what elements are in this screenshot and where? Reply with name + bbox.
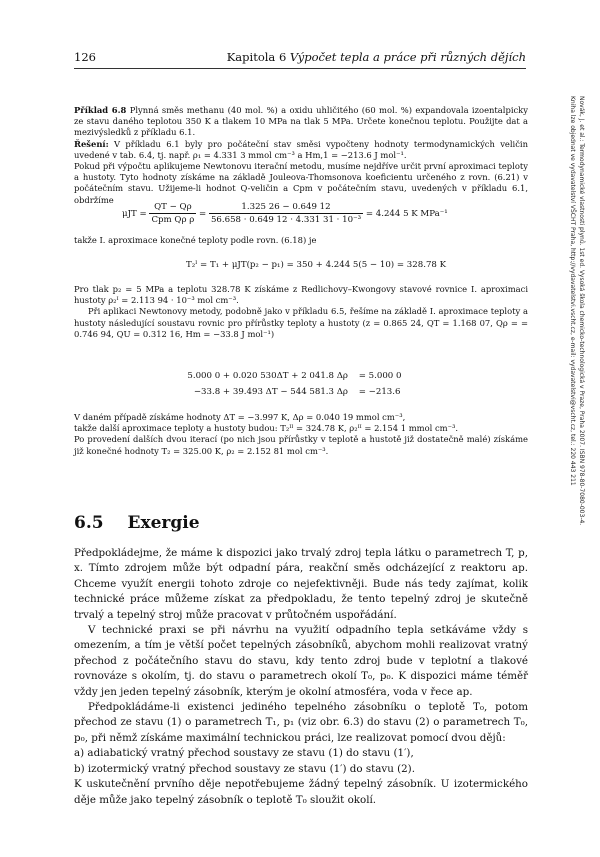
solution-text: takže I. aproximace konečné teploty podle rovn. (6.18) je xyxy=(74,235,317,245)
solution-text: V daném případě získáme hodnoty ΔT = −3.997 K, Δρ = 0.040 19 mmol cm⁻³, xyxy=(74,412,406,422)
example-label: Příklad 6.8 xyxy=(74,105,127,115)
eq-rhs: = 4.244 5 K MPa⁻¹ xyxy=(365,209,448,219)
solution-label: Řešení: xyxy=(74,138,109,149)
solution-text: V příkladu 6.1 byly pro počáteční stav směsi vypočteny hodnoty termodynamických veličin uvedené v tab. 6.4, tj. např. ρ₁ = 4.331 3 mmol cm⁻³ a Hm,1 = −213.6 J mol⁻¹. xyxy=(74,138,529,160)
paragraph: K uskutečnění prvního děje nepotřebujeme žádný tepelný zásobník. U izotermického děje může jako tepelný zásobník o teplotě T₀ sloužit okolí. xyxy=(74,778,528,806)
solution-text: Při aplikaci Newtonovy metody, podobně jako v příkladu 6.5, řešíme na základě I. aproximace teploty a hustoty následující soustavu rovnic pro přírůstky teploty a hustoty (z = 0.865 24, QT = 1.168 07, Qρ = = 0.746 94, QU = 0.312 16, Hm = −33.8 J mol⁻¹) xyxy=(74,306,528,339)
solution-text: Pokud při výpočtu aplikujeme Newtonovu iterační metodu, musíme nejdříve určit první aproximaci teploty a hustoty. Tyto hodnoty získáme na základě Jouleova-Thomsonova koeficientu určeného z rovn. (6.21) v počátečním stavu. Užijeme-li hodnot Q-veličin a Cpm v počátečním stavu, uvedených v příkladu 6.1, obdržíme xyxy=(74,161,528,205)
side-note-line: Kniha lze objednat ve vydavatelství VŠCHT Praha, http://vydavatelstvi.vscht.cz, e-mail: vydavatelstvi@vscht.cz, tel.: 220 443 211 xyxy=(569,96,576,486)
side-note xyxy=(568,96,586,816)
section-title: Exergie xyxy=(127,513,200,533)
section-heading xyxy=(74,513,200,533)
solution-text: Po provedení dalších dvou iterací (po nich jsou přírůstky v teplotě a hustotě již dostatečně malé) získáme již konečné hodnoty T₂ = 325.00 K, ρ₂ = 2.152 81 mol cm⁻³. xyxy=(74,434,528,456)
side-note-line: Novák, J. et al.: Termodynamické vlastnosti plynů. 1st ed. Vysoká škola chemicko-technologická v Praze, Praha 2007. ISBN 978-80-7080-003-4. xyxy=(578,96,585,526)
list-item: a) adiabatický vratný přechod soustavy ze stavu (1) do stavu (1′), xyxy=(74,747,414,760)
fraction: $\frac{1.325 26 - 0.649 12}{\text{56.658 · 0.649 12 · 4.331 31 · 10⁻³}}$ xyxy=(210,202,362,225)
chapter-label: Kapitola 6 xyxy=(226,50,287,64)
paragraph: Předpokládáme-li existenci jediného tepelného zásobníku o teplotě T₀, potom přechod ze stavu (1) o parametrech T₁, p₁ (viz obr. 6.3) do stavu (2) o parametrech T₀, p₀, při němž získáme maximální technickou práci, lze realizovat pomocí dvou dějů: xyxy=(74,701,528,744)
paragraph: V technické praxi se při návrhu na využití odpadního tepla setkáváme vždy s omezením, a tím je větší počet tepelných zásobníků, abychom mohli realizovat vratný přechod z počátečního stavu do stavu, kdy tento zdroj bude v teplotní a tlakové rovnováze s okolím, tj. do stavu o parametrech okolí T₀, p₀. K dispozici máme téměř vždy jen jeden tepelný zásobník, kterým je okolní atmosféra, voda v řece ap. xyxy=(74,624,528,698)
equation-system: 5.000 0 + 0.020 530ΔT + 2 041.8 Δρ = 5.000 0 −33.8 + 39.493 ΔT − 544 581.3 Δρ = −213.6 xyxy=(187,371,402,397)
equation-jt: μJT = $\frac{QT - Q\rho}{\text{Cpm Qρ ρ}}$ = $\frac{1.325 26 - 0.649 12}{\text{56.658 · 0.649 12 · 4.331 31 · 10⁻³}}$ = 4.244 5 K MPa⁻¹ xyxy=(122,202,448,225)
solution-text: Pro tlak p₂ = 5 MPa a teplotu 328.78 K získáme z Redlichovy–Kwongovy stavové rovnice I. aproximaci hustoty ρ₂ᴵ = 2.113 94 · 10⁻³ mol cm⁻³. xyxy=(74,284,528,306)
eq-lhs: μJT = xyxy=(122,209,147,219)
example-block xyxy=(74,105,528,206)
chapter-title: Výpočet tepla a práce při různých dějích xyxy=(289,50,526,64)
equation-temperature: T₂ᴵ = T₁ + μJT(p₂ − p₁) = 350 + 4.244 5(5 − 10) = 328.78 K xyxy=(186,260,447,270)
solution-block xyxy=(74,284,528,340)
solution-block xyxy=(74,412,528,457)
header-rule xyxy=(74,68,526,69)
section-number: 6.5 xyxy=(74,513,104,533)
solution-text: takže další aproximace teploty a hustoty budou: T₂ᴵᴵ = 324.78 K, ρ₂ᴵᴵ = 2.154 1 mmol cm⁻³. xyxy=(74,423,459,434)
paragraph: Předpokládejme, že máme k dispozici jako trvalý zdroj tepla látku o parametrech T, p, x. Tímto zdrojem může být odpadní pára, reakční směs odcházející z reaktoru ap. Chceme využít energii tohoto zdroje co nejefektivněji. Bude nás tedy zajímat, kolik technické práce můžeme získat za předpokladu, že tento tepelný zdroj je skutečně trvalý a tepelný stroj může pracovat v průtočném uspořádání. xyxy=(74,547,528,621)
page-number: 126 xyxy=(74,50,96,64)
section-body xyxy=(74,546,528,808)
list-item: b) izotermický vratný přechod soustavy ze stavu (1′) do stavu (2). xyxy=(74,762,415,775)
running-header xyxy=(227,50,526,64)
example-statement: Plynná směs methanu (40 mol. %) a oxidu uhličitého (60 mol. %) expandovala izoentalpicky ze stavu daného teplotou 350 K a tlakem 10 MPa na tlak 5 MPa. Určete konečnou teplotu. Použijte dat a mezivýsledků z příkladu 6.1. xyxy=(74,105,528,138)
fraction: $\frac{QT - Q\rho}{\text{Cpm Qρ ρ}}$ xyxy=(151,202,195,225)
